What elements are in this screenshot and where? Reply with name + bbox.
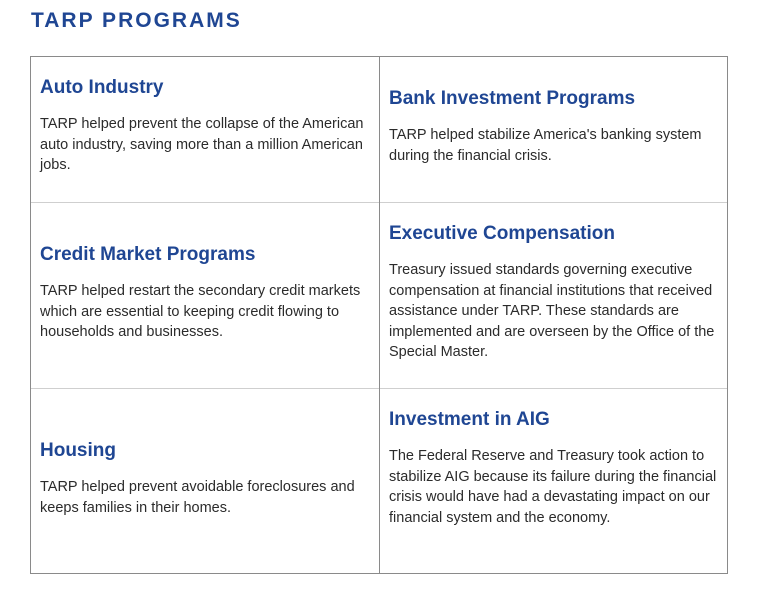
program-cell-executive-compensation (380, 202, 727, 388)
program-description: TARP helped prevent avoidable foreclosures and keeps families in their homes. (40, 479, 355, 516)
program-description: TARP helped prevent the collapse of the American auto industry, saving more than a million American jobs. (40, 116, 364, 173)
program-cell-investment-aig (380, 388, 727, 574)
program-cell-auto-industry (31, 57, 379, 202)
programs-table (30, 56, 728, 574)
program-heading: Credit Market Programs (40, 244, 256, 265)
program-heading: Auto Industry (40, 77, 164, 98)
program-heading: Executive Compensation (389, 223, 615, 244)
page-title: TARP PROGRAMS (31, 9, 242, 32)
program-cell-housing (31, 388, 379, 574)
program-cell-credit-market (31, 202, 379, 388)
program-description: TARP helped stabilize America's banking system during the financial crisis. (389, 127, 702, 164)
program-heading: Investment in AIG (389, 409, 550, 430)
program-heading: Bank Investment Programs (389, 88, 636, 109)
program-description: TARP helped restart the secondary credit markets which are essential to keeping credit flowing to households and businesses. (40, 283, 361, 340)
program-description: Treasury issued standards governing executive compensation at financial institutions that received assistance under TARP. These standards are implemented and are overseen by the Office of the Special Master. (389, 262, 715, 360)
program-cell-bank-investment (380, 57, 727, 202)
program-heading: Housing (40, 440, 116, 461)
program-description: The Federal Reserve and Treasury took action to stabilize AIG because its failure during the financial crisis would have had a devastating impact on our financial system and the economy. (389, 448, 717, 526)
